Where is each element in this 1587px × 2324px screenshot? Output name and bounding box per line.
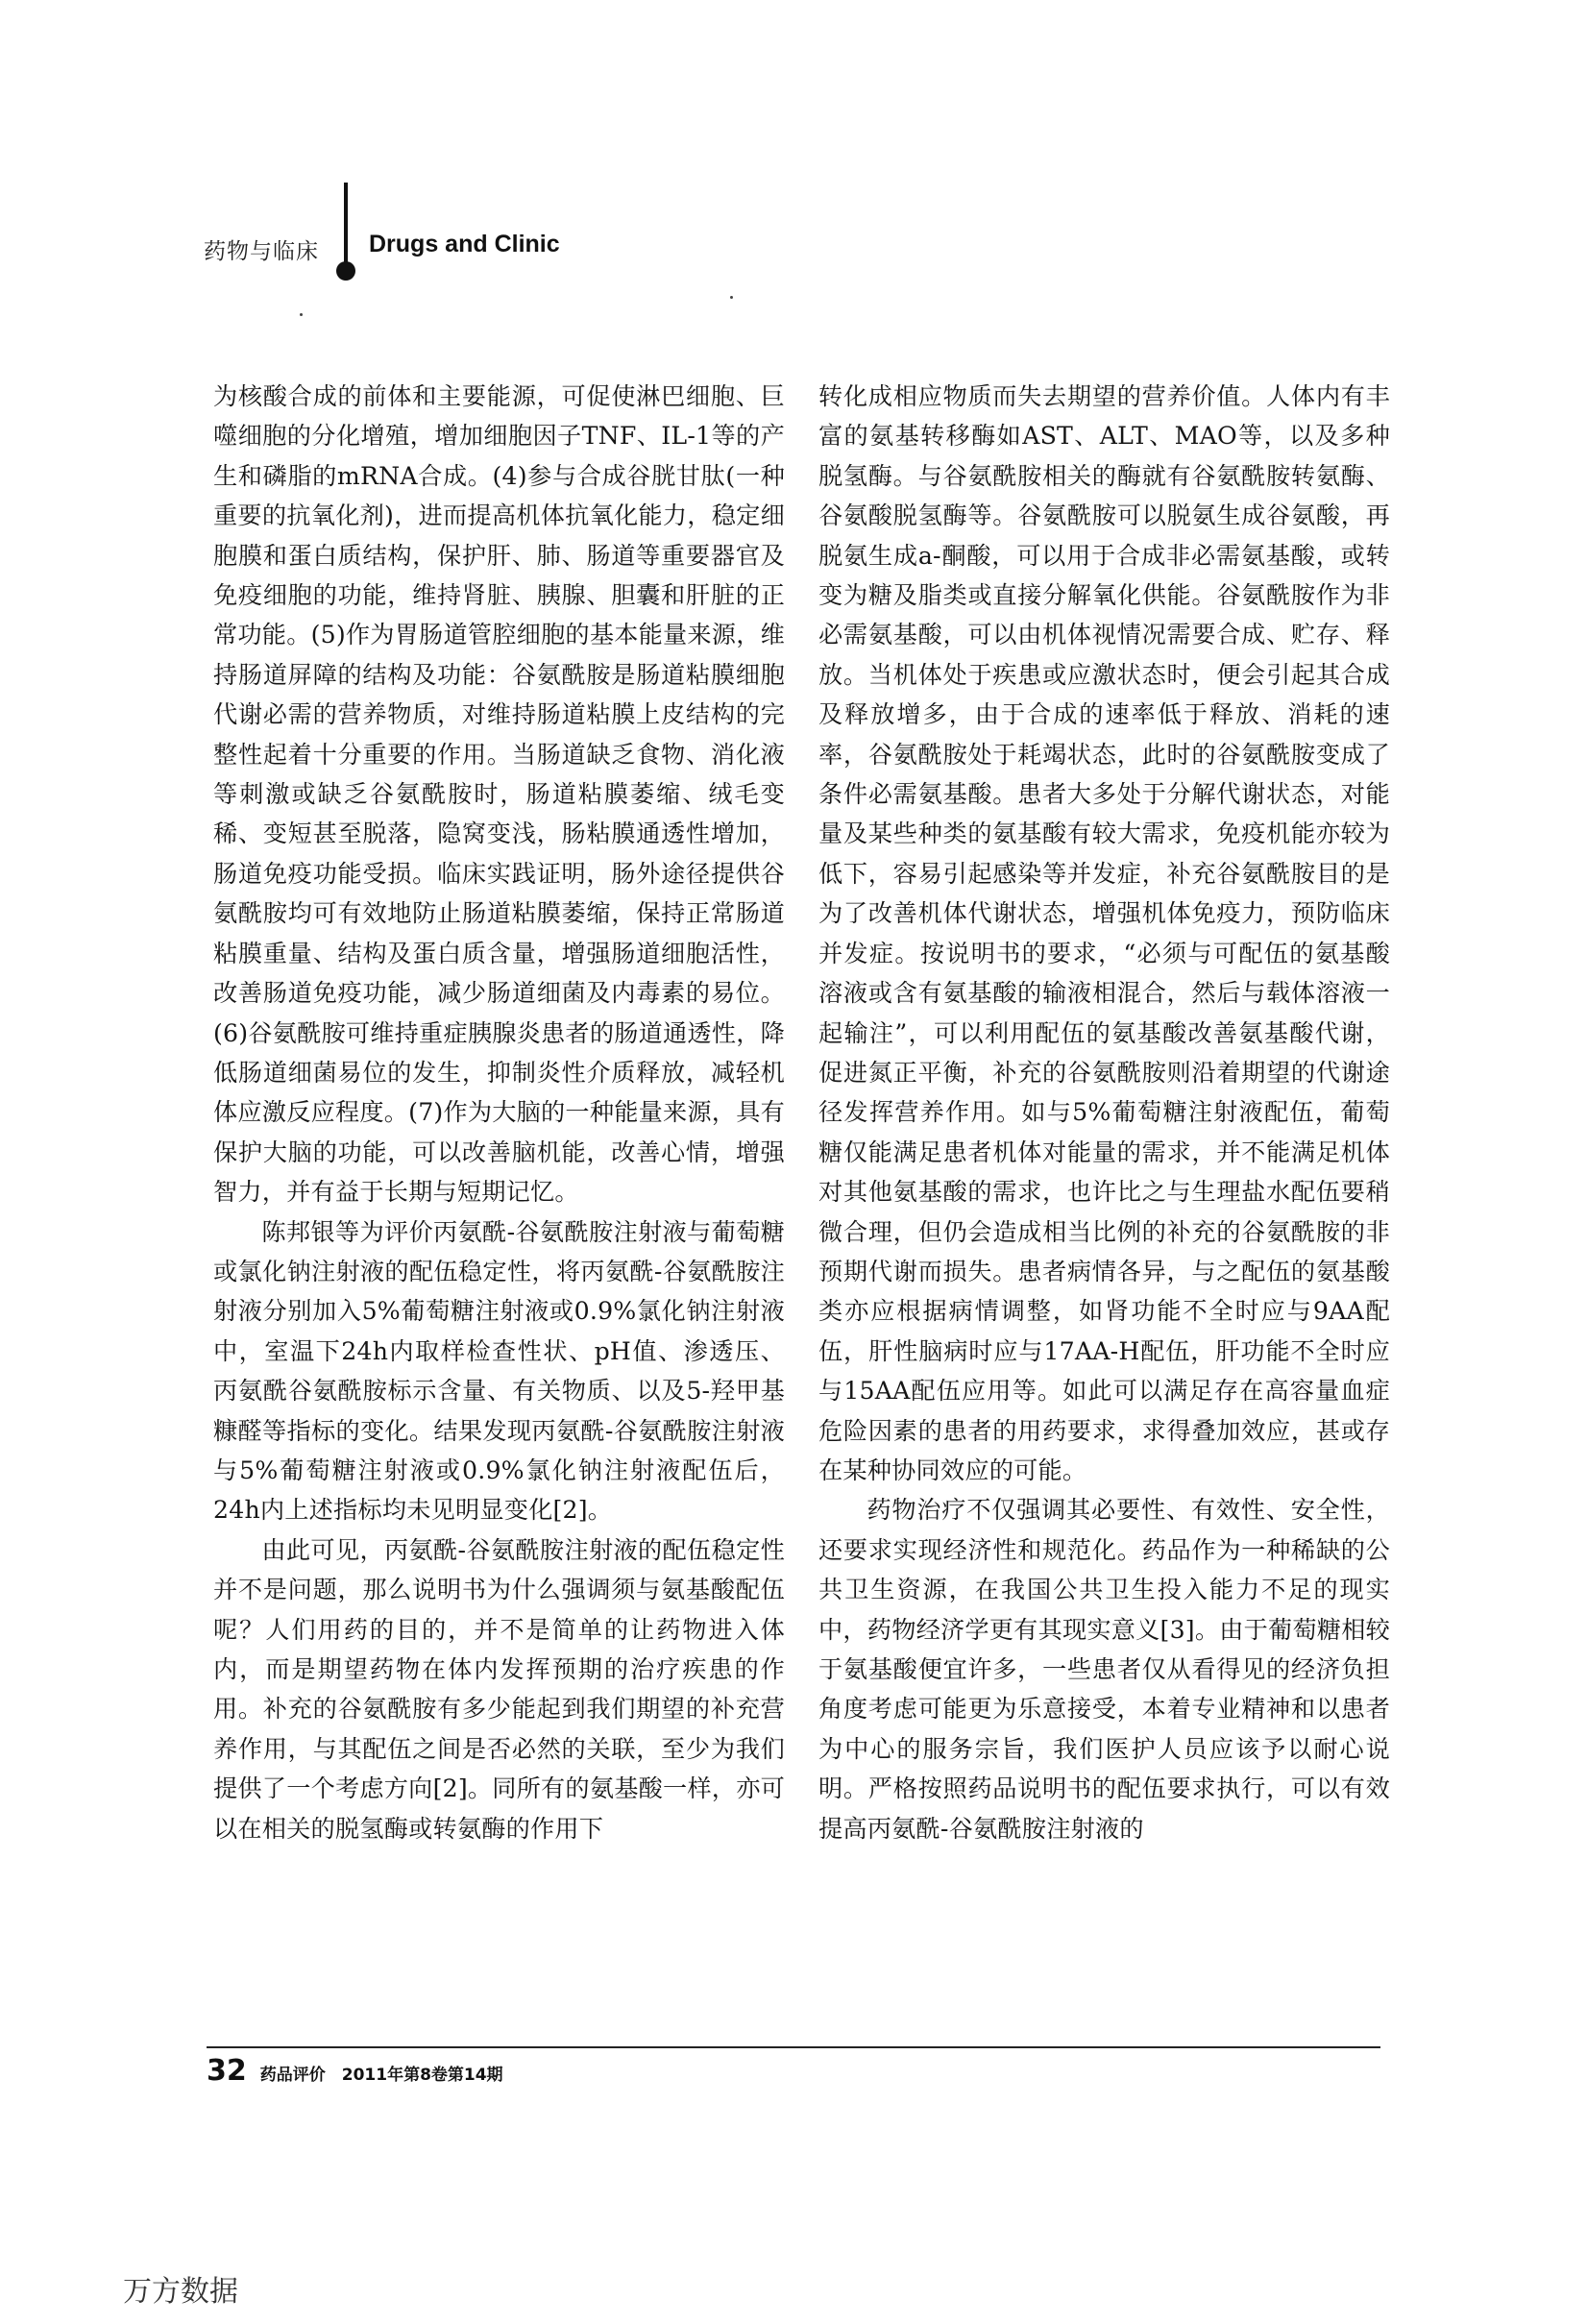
scan-speck (300, 313, 303, 316)
header-vertical-rule (344, 183, 348, 271)
paragraph: 陈邦银等为评价丙氨酰-谷氨酰胺注射液与葡萄糖或氯化钠注射液的配伍稳定性，将丙氨酰-谷氨酰胺注射液分别加入5%葡萄糖注射液或0.9%氯化钠注射液中，室温下24h内取样检查性状、pH值、渗透压、丙氨酰谷氨酰胺标示含量、有关物质、以及5-羟甲基糠醛等指标的变化。结果发现丙氨酰-谷氨酰胺注射液与5%葡萄糖注射液或0.9%氯化钠注射液配伍后，24h内上述指标均未见明显变化[2]。 (213, 1217, 785, 1525)
scan-speck (730, 296, 733, 299)
watermark: 万方数据 (123, 2275, 238, 2309)
paragraph: 药物治疗不仅强调其必要性、有效性、安全性，还要求实现经济性和规范化。药品作为一种稀缺的公共卫生资源，在我国公共卫生投入能力不足的现实中，药物经济学更有其现实意义[3]。由于葡萄糖相较于氨基酸便宜许多，一些患者仅从看得见的经济负担角度考虑可能更为乐意接受，本着专业精神和以患者为中心的服务宗旨，我们医护人员应该予以耐心说明。严格按照药品说明书的配伍要求执行，可以有效提高丙氨酰-谷氨酰胺注射液的 (818, 1496, 1390, 1843)
page-number: 32 (207, 2054, 247, 2088)
paragraph: 转化成相应物质而失去期望的营养价值。人体内有丰富的氨基转移酶如AST、ALT、MAO等，以及多种脱氢酶。与谷氨酰胺相关的酶就有谷氨酰胺转氨酶、谷氨酸脱氢酶等。谷氨酰胺可以脱氨生成谷氨酸，再脱氨生成a-酮酸，可以用于合成非必需氨基酸，或转变为糖及脂类或直接分解氧化供能。谷氨酰胺作为非必需氨基酸，可以由机体视情况需要合成、贮存、释放。当机体处于疾患或应激状态时，便会引起其合成及释放增多，由于合成的速率低于释放、消耗的速率，谷氨酰胺处于耗竭状态，此时的谷氨酰胺变成了条件必需氨基酸。患者大多处于分解代谢状态，对能量及某些种类的氨基酸有较大需求，免疫机能亦较为低下，容易引起感染等并发症，补充谷氨酰胺目的是为了改善机体代谢状态，增强机体免疫力，预防临床并发症。按说明书的要求，“必须与可配伍的氨基酸溶液或含有氨基酸的输液相混合，然后与载体溶液一起输注”，可以利用配伍的氨基酸改善氨基酸代谢，促进氮正平衡，补充的谷氨酰胺则沿着期望的代谢途径发挥营养作用。如与5%葡萄糖注射液配伍，葡萄糖仅能满足患者机体对能量的需求，并不能满足机体对其他氨基酸的需求，也许比之与生理盐水配伍要稍微合理，但仍会造成相当比例的补充的谷氨酰胺的非预期代谢而损失。患者病情各异，与之配伍的氨基酸类亦应根据病情调整，如肾功能不全时应与9AA配伍，肝性脑病时应与17AA-H配伍，肝功能不全时应与15AA配伍应用等。如此可以满足存在高容量血症危险因素的患者的用药要求，求得叠加效应，甚或存在某种协同效应的可能。 (818, 382, 1390, 1484)
journal-issue: 药品评价 2011年第8卷第14期 (259, 2066, 503, 2085)
paragraph: 为核酸合成的前体和主要能源，可促使淋巴细胞、巨噬细胞的分化增殖，增加细胞因子TNF、IL-1等的产生和磷脂的mRNA合成。(4)参与合成谷胱甘肽(一种重要的抗氧化剂)，进而提高机体抗氧化能力，稳定细胞膜和蛋白质结构，保护肝、肺、肠道等重要器官及免疫细胞的功能，维持肾脏、胰腺、胆囊和肝脏的正常功能。(5)作为胃肠道管腔细胞的基本能量来源，维持肠道屏障的结构及功能：谷氨酰胺是肠道粘膜细胞代谢必需的营养物质，对维持肠道粘膜上皮结构的完整性起着十分重要的作用。当肠道缺乏食物、消化液等刺激或缺乏谷氨酰胺时，肠道粘膜萎缩、绒毛变稀、变短甚至脱落，隐窝变浅，肠粘膜通透性增加，肠道免疫功能受损。临床实践证明，肠外途径提供谷氨酰胺均可有效地防止肠道粘膜萎缩，保持正常肠道粘膜重量、结构及蛋白质含量，增强肠道细胞活性，改善肠道免疫功能，减少肠道细菌及内毒素的易位。(6)谷氨酰胺可维持重症胰腺炎患者的肠道通透性，降低肠道细菌易位的发生，抑制炎性介质释放，减轻机体应激反应程度。(7)作为大脑的一种能量来源，具有保护大脑的功能，可以改善脑机能，改善心情，增强智力，并有益于长期与短期记忆。 (213, 382, 785, 1207)
page-footer (207, 2054, 503, 2088)
journal-title-en: Drugs and Clinic (369, 231, 560, 257)
header-dot (336, 261, 355, 281)
footer-rule (207, 2046, 1380, 2048)
left-column (213, 377, 785, 1848)
right-column (818, 377, 1390, 1848)
journal-title-cn: 药物与临床 (204, 239, 319, 264)
paragraph: 由此可见，丙氨酰-谷氨酰胺注射液的配伍稳定性并不是问题，那么说明书为什么强调须与氨基酸配伍呢？人们用药的目的，并不是简单的让药物进入体内，而是期望药物在体内发挥预期的治疗疾患的作用。补充的谷氨酰胺有多少能起到我们期望的补充营养作用，与其配伍之间是否必然的关联，至少为我们提供了一个考虑方向[2]。同所有的氨基酸一样，亦可以在相关的脱氢酶或转氨酶的作用下 (213, 1535, 785, 1843)
